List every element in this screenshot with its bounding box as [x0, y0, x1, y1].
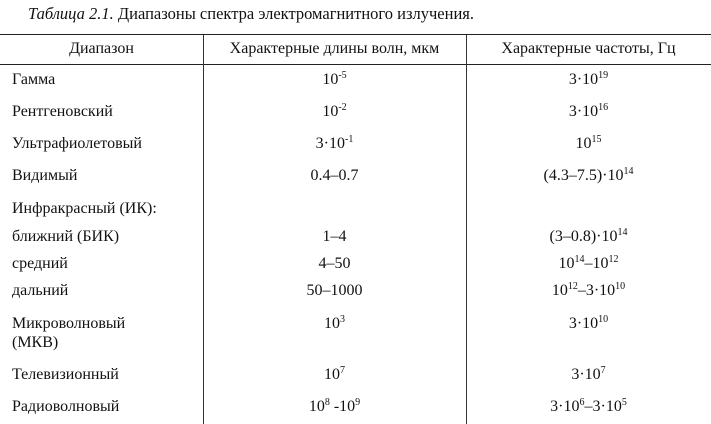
range-name: (МКВ)	[12, 334, 59, 351]
wavelength-value	[203, 315, 466, 333]
header-frequency: Характерные частоты, Гц	[501, 40, 676, 57]
wavelength-value	[203, 366, 466, 384]
exponent: 5	[621, 397, 627, 408]
wavelength-value	[203, 167, 466, 185]
mantissa: 10	[322, 103, 339, 120]
table-row	[0, 103, 711, 125]
mantissa: 3·10	[550, 398, 580, 415]
exponent: 10	[615, 281, 626, 292]
mantissa: 3·10	[315, 135, 345, 152]
exponent: 7	[600, 365, 606, 376]
range-name: Видимый	[12, 167, 78, 184]
frequency-value	[466, 71, 711, 89]
mantissa: 4–50	[318, 255, 351, 272]
exponent: 14	[623, 166, 634, 177]
exponent: 7	[340, 365, 345, 376]
exponent: 6	[579, 397, 585, 408]
mantissa: 10	[308, 398, 325, 415]
table-row	[0, 228, 711, 250]
range-name: средний	[12, 255, 68, 272]
header-range: Диапазон	[69, 40, 134, 57]
frequency-value	[466, 167, 711, 185]
exponent: 9	[355, 397, 361, 408]
range-name: Радиоволновый	[12, 398, 120, 415]
mantissa: –3·10	[577, 282, 616, 299]
mantissa: 3·10	[568, 71, 599, 88]
frequency-value	[466, 135, 711, 153]
table-row	[0, 398, 711, 420]
mantissa: –3·10	[584, 398, 622, 415]
mantissa: 10	[324, 315, 340, 332]
wavelength-value	[203, 282, 466, 300]
exponent: 3	[340, 314, 345, 325]
table-top-rule	[0, 34, 711, 35]
frequency-value	[466, 255, 711, 273]
table-row	[0, 366, 711, 388]
wavelength-value	[203, 255, 466, 273]
mantissa: 1–4	[322, 228, 347, 245]
exponent: 10	[598, 314, 609, 325]
wavelength-value	[203, 398, 466, 416]
frequency-value	[466, 282, 711, 300]
mantissa: (4.3–7.5)·10	[543, 167, 624, 184]
mantissa: 10	[324, 366, 340, 383]
mantissa: –10	[584, 255, 609, 272]
mantissa: 10	[575, 135, 592, 152]
exponent: 14	[617, 227, 628, 238]
exponent: 12	[608, 254, 619, 265]
frequency-value	[466, 366, 711, 384]
range-name: Гамма	[12, 71, 56, 88]
table-caption	[28, 4, 474, 24]
mantissa: 10	[551, 282, 568, 299]
exponent: -1	[344, 134, 354, 145]
range-name: Инфракрасный (ИК):	[12, 200, 157, 217]
range-name: Телевизионный	[12, 366, 119, 383]
frequency-value	[466, 398, 711, 416]
frequency-value	[466, 315, 711, 333]
mantissa: (3–0.8)·10	[549, 228, 618, 245]
wavelength-value	[203, 228, 466, 246]
frequency-value	[466, 228, 711, 246]
mantissa: 3·10	[571, 366, 601, 383]
mantissa: 10	[322, 71, 339, 88]
exponent: 15	[591, 134, 602, 145]
exponent: 8	[324, 397, 330, 408]
exponent: 12	[567, 281, 578, 292]
header-rule	[0, 64, 711, 65]
mantissa: 0.4–0.7	[310, 167, 359, 184]
range-name: Рентгеновский	[12, 103, 113, 120]
wavelength-value	[203, 103, 466, 121]
exponent: -5	[338, 70, 347, 81]
table-row	[0, 167, 711, 189]
exponent: 19	[598, 70, 609, 81]
mantissa: -10	[329, 398, 356, 415]
table-row	[0, 135, 711, 157]
table-row	[0, 334, 711, 356]
mantissa: 3·10	[568, 315, 599, 332]
exponent: 16	[598, 102, 609, 113]
caption-text: Диапазоны спектра электромагнитного излучения.	[113, 4, 474, 23]
wavelength-value	[203, 135, 466, 153]
range-name: дальний	[12, 282, 69, 299]
table-row	[0, 200, 711, 222]
mantissa: 10	[558, 255, 575, 272]
frequency-value	[466, 103, 711, 121]
table-row	[0, 282, 711, 304]
wavelength-value	[203, 71, 466, 89]
table-row	[0, 71, 711, 93]
range-name: ближний (БИК)	[12, 228, 120, 245]
exponent: 14	[574, 254, 585, 265]
table-row	[0, 255, 711, 277]
mantissa: 50–1000	[306, 282, 363, 299]
mantissa: 3·10	[568, 103, 599, 120]
range-name: Ультрафиолетовый	[12, 135, 142, 152]
table-number: Таблица 2.1.	[28, 4, 114, 23]
range-name: Микроволновый	[12, 315, 126, 332]
exponent: -2	[338, 102, 347, 113]
header-wavelength: Характерные длины волн, мкм	[229, 40, 440, 57]
